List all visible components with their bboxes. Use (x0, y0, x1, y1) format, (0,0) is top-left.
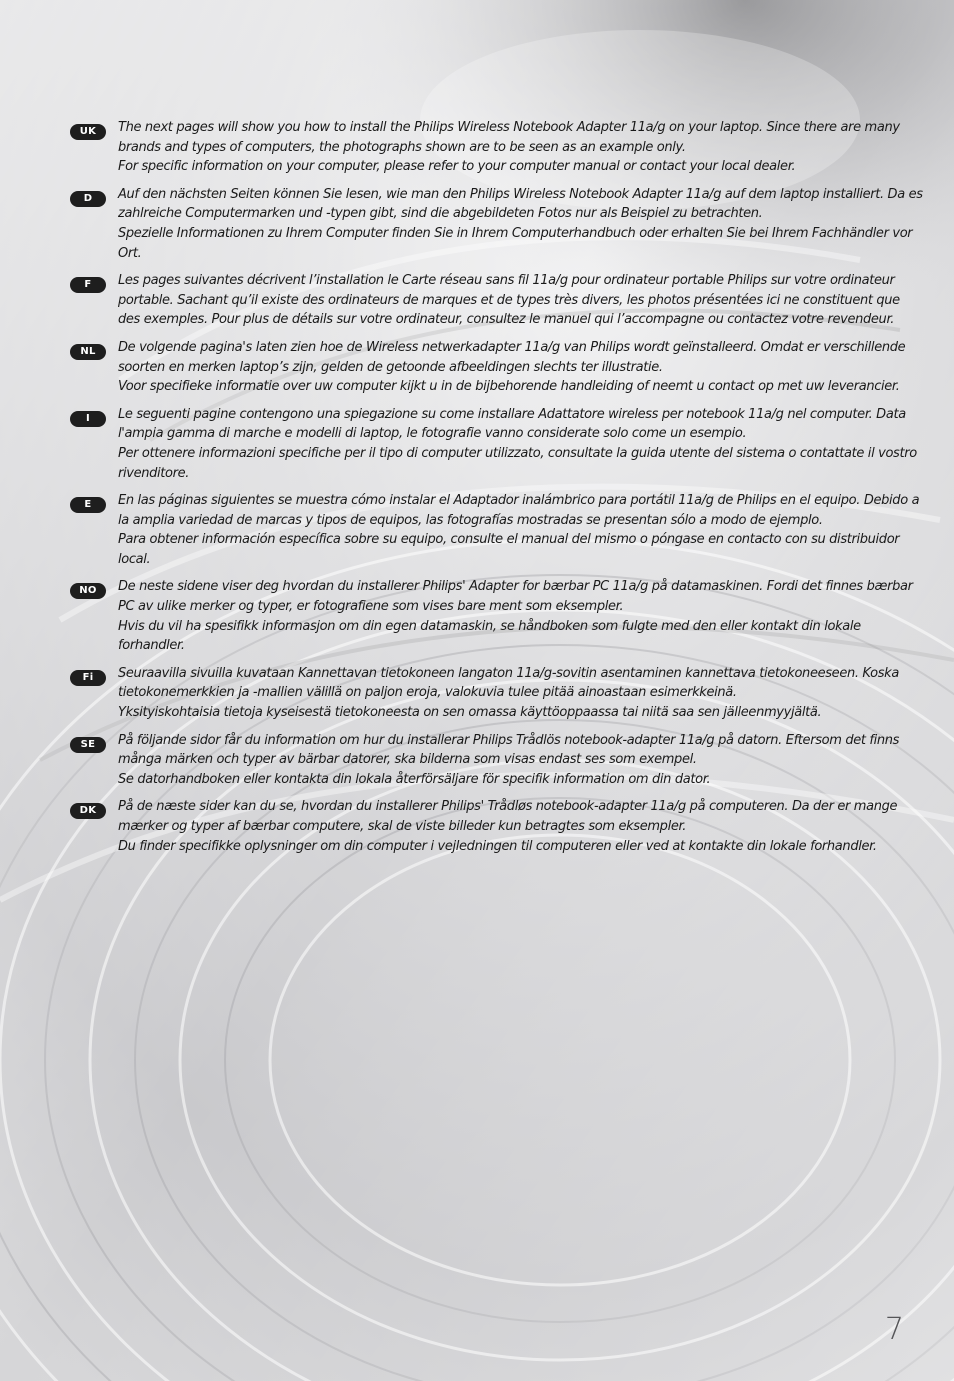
language-badge-dk: DK (70, 803, 106, 819)
section-paragraph: Spezielle Informationen zu Ihrem Computer finden Sie in Ihrem Computerhandbuch oder erhalten Sie bei Ihrem Fachhändler vor Ort. (118, 225, 913, 261)
section-paragraph: Se datorhandboken eller kontakta din lokala återförsäljare för specifik information om din dator. (118, 771, 711, 787)
section-paragraph: En las páginas siguientes se muestra cómo instalar el Adaptador inalámbrico para portátil 11a/g de Philips en el equipo. Debido a la amplia variedad de marcas y tipos de equipos, las fotografías mostradas se presentan sólo a modo de ejemplo. (118, 493, 920, 528)
section-d (68, 185, 924, 263)
section-paragraph: Voor specifieke informatie over uw computer kijkt u in de bijbehorende handleiding of neemt u contact op met uw leverancier. (118, 379, 900, 395)
section-paragraph: Hvis du vil ha spesifikk informasjon om din egen datamaskin, se håndboken som fulgte med den eller kontakt din lokale forhandler. (118, 618, 861, 654)
section-paragraph: På följande sidor får du information om hur du installerar Philips Trådlös notebook-adapter 11a/g på datorn. Eftersom det finns många märken och typer av bärbar datorer, ska bilderna som visas endast ses som exempel. (118, 732, 900, 768)
section-f (68, 271, 924, 330)
section-paragraph: The next pages will show you how to install the Philips Wireless Notebook Adapter 11a/g on your laptop. Since there are many brands and types of computers, the photographs shown are to be seen as an example only. (118, 120, 900, 155)
section-nl (68, 338, 924, 397)
language-badge-e: E (70, 497, 106, 513)
section-i (68, 405, 924, 483)
language-badge-f: F (70, 277, 106, 293)
section-e (68, 491, 924, 569)
instruction-text (68, 118, 924, 864)
section-dk (68, 797, 924, 856)
section-paragraph: På de næste sider kan du se, hvordan du installerer Philips' Trådløs notebook-adapter 11a/g på computeren. Da der er mange mærker og typer af bærbar computere, skal de viste billeder kun betragtes som eksempler. (118, 799, 898, 834)
section-no (68, 577, 924, 655)
section-paragraph: Seuraavilla sivuilla kuvataan Kannettavan tietokoneen langaton 11a/g-sovitin asentaminen kannettava tietokoneeseen. Koska tietokonemerkkien ja -mallien välillä on paljon eroja, valokuvia tulee pitää ainoastaan esimerkkeinä. (118, 665, 899, 701)
section-uk (68, 118, 924, 177)
language-badge-no: NO (70, 583, 106, 599)
section-fi (68, 664, 924, 723)
section-paragraph: Yksityiskohtaisia tietoja kyseisestä tietokoneesta on sen omassa käyttöoppaassa tai niitä saa sen jälleenmyyjältä. (118, 705, 822, 721)
language-badge-fi: Fi (70, 670, 106, 686)
section-paragraph: Le seguenti pagine contengono una spiegazione su come installare Adattatore wireless per notebook 11a/g nel computer. Data l'ampia gamma di marche e modelli di laptop, le fotografie vanno considerate solo come un esempio. (118, 406, 906, 442)
section-paragraph: Per ottenere informazioni specifiche per il tipo di computer utilizzato, consultate la guida utente del sistema o contattate il vostro rivenditore. (118, 445, 917, 481)
section-paragraph: De volgende pagina's laten zien hoe de Wireless netwerkadapter 11a/g van Philips wordt geïnstalleerd. Omdat er verschillende soorten en merken laptop’s zijn, gelden de getoonde afbeeldingen slechts ter illustratie. (118, 339, 906, 375)
page-number: 7 (884, 1312, 904, 1347)
section-paragraph: Du finder specifikke oplysninger om din computer i vejledningen til computeren eller ved at kontakte din lokale forhandler. (118, 838, 877, 854)
language-badge-i: I (70, 411, 106, 427)
language-badge-uk: UK (70, 124, 106, 140)
section-paragraph: De neste sidene viser deg hvordan du installerer Philips' Adapter for bærbar PC 11a/g på datamaskinen. Fordi det finnes bærbar PC av ulike merker og typer, er fotografiene som vises bare ment som eksempler. (118, 579, 913, 615)
section-paragraph: Les pages suivantes décrivent l’installation le Carte réseau sans fil 11a/g pour ordinateur portable Philips sur votre ordinateur portable. Sachant qu’il existe des ordinateurs de marques et de types très divers, les photos présentées ici ne constituent que des exemples. Pour plus de détails sur votre ordinateur, consultez le manuel qui l’accompagne ou contactez votre revendeur. (118, 273, 900, 328)
language-badge-d: D (70, 191, 106, 207)
section-se (68, 731, 924, 790)
language-badge-nl: NL (70, 344, 106, 360)
language-badge-se: SE (70, 737, 106, 753)
section-paragraph: Para obtener información específica sobre su equipo, consulte el manual del mismo o póngase en contacto con su distribuidor local. (118, 532, 900, 567)
section-paragraph: For specific information on your computer, please refer to your computer manual or contact your local dealer. (118, 159, 796, 175)
section-paragraph: Auf den nächsten Seiten können Sie lesen, wie man den Philips Wireless Notebook Adapter 11a/g auf dem laptop installiert. Da es zahlreiche Computermarken und -typen gibt, sind die abgebildeten Fotos nur als Beispiel zu betrachten. (118, 186, 923, 222)
